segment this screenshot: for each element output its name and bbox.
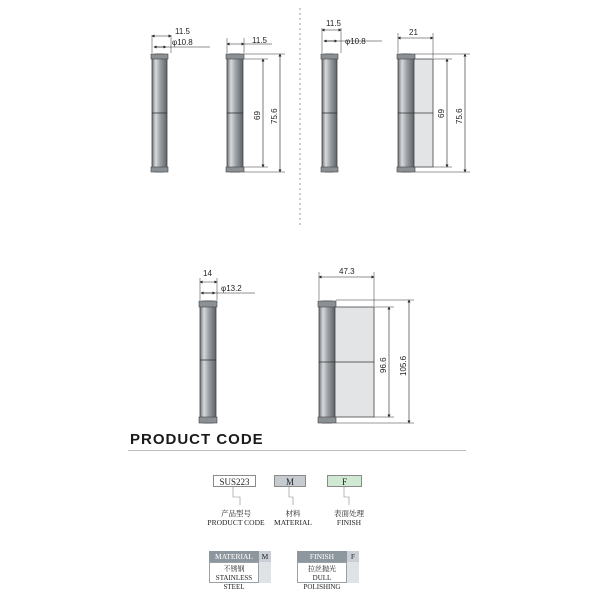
- caption-material-en: MATERIAL: [274, 518, 312, 527]
- dim-d6-inner: 96.6: [379, 357, 388, 373]
- dim-d6-width: 47.3: [339, 267, 355, 276]
- legend-material-value-en: STAINLESS STEEL: [215, 574, 253, 591]
- dim-d6-total: 105.6: [399, 355, 408, 376]
- dim-d5-width: 14: [203, 269, 212, 278]
- legend-finish: [297, 551, 359, 591]
- legend-finish-value-en: DULL POLISHING: [303, 574, 341, 591]
- title-divider: [128, 450, 466, 451]
- code-material-value: M: [285, 477, 294, 487]
- code-connectors: [233, 487, 349, 505]
- caption-product: [203, 509, 269, 527]
- legend-finish-header: FINISH: [297, 551, 347, 562]
- legend-finish-body: [297, 562, 347, 591]
- legend-material-body: [209, 562, 259, 591]
- legend-finish-side: [347, 562, 359, 583]
- code-box-finish: [327, 475, 362, 487]
- hinge-open-view-6: [318, 267, 414, 423]
- legend-finish-value-cn: 拉丝抛光: [308, 565, 336, 573]
- caption-material: [268, 509, 318, 527]
- dim-d5-diameter: φ13.2: [221, 284, 242, 293]
- caption-finish: [326, 509, 372, 527]
- dim-d3-width: 11.5: [326, 19, 341, 28]
- caption-finish-cn: 表面处理: [334, 509, 364, 518]
- dim-d3-diameter: φ10.8: [345, 37, 366, 46]
- dim-d2-total: 75.6: [270, 108, 279, 124]
- legend-material: [209, 551, 271, 591]
- hinge-barrel-front-3: [321, 19, 382, 172]
- dim-d4-width: 21: [409, 28, 418, 37]
- code-product-value: SUS223: [219, 477, 250, 487]
- legend-material-value-cn: 不锈钢: [223, 565, 245, 573]
- hinge-barrel-front-5: [199, 269, 255, 423]
- legend-material-header: MATERIAL: [209, 551, 259, 562]
- dim-d2-inner: 69: [253, 111, 262, 120]
- dim-d1-diameter: φ10.8: [172, 38, 193, 47]
- code-box-material: [274, 475, 306, 487]
- caption-product-en: PRODUCT CODE: [207, 518, 265, 527]
- legend-finish-code: F: [347, 551, 359, 562]
- hinge-barrel-front-1: [151, 27, 210, 172]
- code-box-product: [213, 475, 256, 487]
- product-code-title: PRODUCT CODE: [130, 431, 264, 448]
- dim-d4-total: 75.6: [455, 108, 464, 124]
- caption-finish-en: FINISH: [336, 518, 362, 527]
- caption-product-cn: 产品型号: [221, 509, 251, 518]
- caption-material-cn: 材料: [285, 509, 301, 518]
- dim-d4-inner: 69: [437, 109, 446, 118]
- dim-d1-width: 11.5: [175, 27, 190, 36]
- legend-material-code: M: [259, 551, 271, 562]
- legend-material-side: [259, 562, 271, 583]
- dim-d2-width: 11.5: [252, 36, 267, 45]
- hinge-open-view-4: [397, 28, 470, 172]
- hinge-barrel-side-2: [226, 36, 285, 172]
- code-finish-value: F: [341, 477, 347, 487]
